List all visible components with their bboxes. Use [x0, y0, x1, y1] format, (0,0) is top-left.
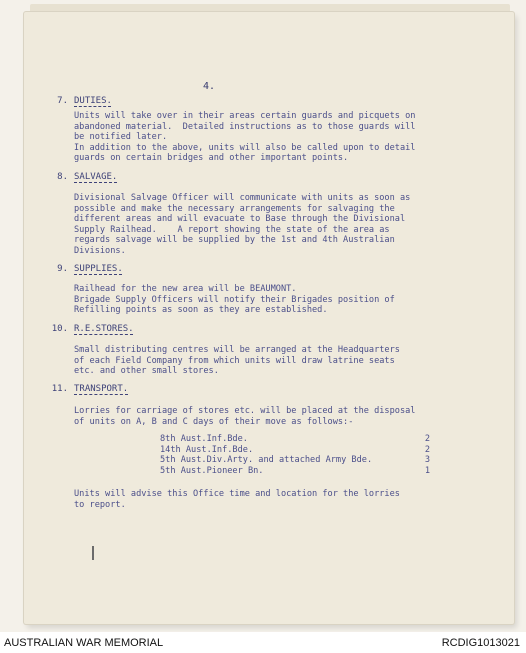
- section-number: 7.: [57, 96, 68, 106]
- section-number: 11.: [51, 384, 68, 394]
- transport-allocation-list: [160, 434, 430, 476]
- page-number: 4.: [203, 81, 216, 92]
- allocation-lorries: 2: [424, 434, 430, 444]
- allocation-row: [160, 434, 430, 445]
- allocation-row: [160, 455, 430, 466]
- section-text: Units will take over in their areas certain guards and picquets on abandoned material. Detailed instructions as to those guards will be notified later. In addition to the above, units will also be called upon to detail guards on certain bridges and other important points.: [74, 111, 416, 164]
- archive-name: AUSTRALIAN WAR MEMORIAL: [4, 637, 164, 649]
- allocation-row: [160, 466, 430, 477]
- section-number: 10.: [51, 324, 68, 334]
- allocation-unit: 8th Aust.Inf.Bde.: [160, 434, 248, 444]
- section-title: DUTIES.: [74, 96, 112, 106]
- allocation-row: [160, 445, 430, 456]
- section-text: Lorries for carriage of stores etc. will be placed at the disposal of units on A, B and C days of their move as follows:-: [74, 406, 416, 427]
- section-title: R.E.STORES.: [74, 324, 134, 334]
- allocation-lorries: 3: [424, 455, 430, 466]
- archive-reference: RCDIG1013021: [441, 637, 520, 649]
- section-number: 9.: [57, 264, 68, 274]
- section-title: SUPPLIES.: [74, 264, 123, 274]
- section-text: Small distributing centres will be arranged at the Headquarters of each Field Company from which units will draw latrine seats etc. and other small stores.: [74, 345, 400, 377]
- section-title: TRANSPORT.: [74, 384, 129, 394]
- pencil-mark: [92, 546, 94, 560]
- archive-footer: [0, 632, 526, 653]
- allocation-lorries: 2: [424, 444, 430, 455]
- section-text: Divisional Salvage Officer will communicate with units as soon as possible and make the necessary arrangements for salvaging the different areas and will evacuate to Base through the Divisional Supply Railhead. A report showing the state of the area as regards salvage will be supplied by the 1st and 4th Australian Divisions.: [74, 193, 411, 256]
- section-number: 8.: [57, 172, 68, 182]
- section-title: SALVAGE.: [74, 172, 118, 182]
- allocation-unit: 14th Aust.Inf.Bde.: [160, 444, 254, 455]
- allocation-unit: 5th Aust.Div.Arty. and attached Army Bde.: [160, 455, 373, 466]
- section-text: Railhead for the new area will be BEAUMONT. Brigade Supply Officers will notify their Brigades position of Refilling points as soon as they are established.: [74, 284, 395, 316]
- allocation-unit: 5th Aust.Pioneer Bn.: [160, 465, 264, 476]
- allocation-lorries: 1: [424, 465, 430, 476]
- closing-text: Units will advise this Office time and location for the lorries to report.: [74, 489, 400, 510]
